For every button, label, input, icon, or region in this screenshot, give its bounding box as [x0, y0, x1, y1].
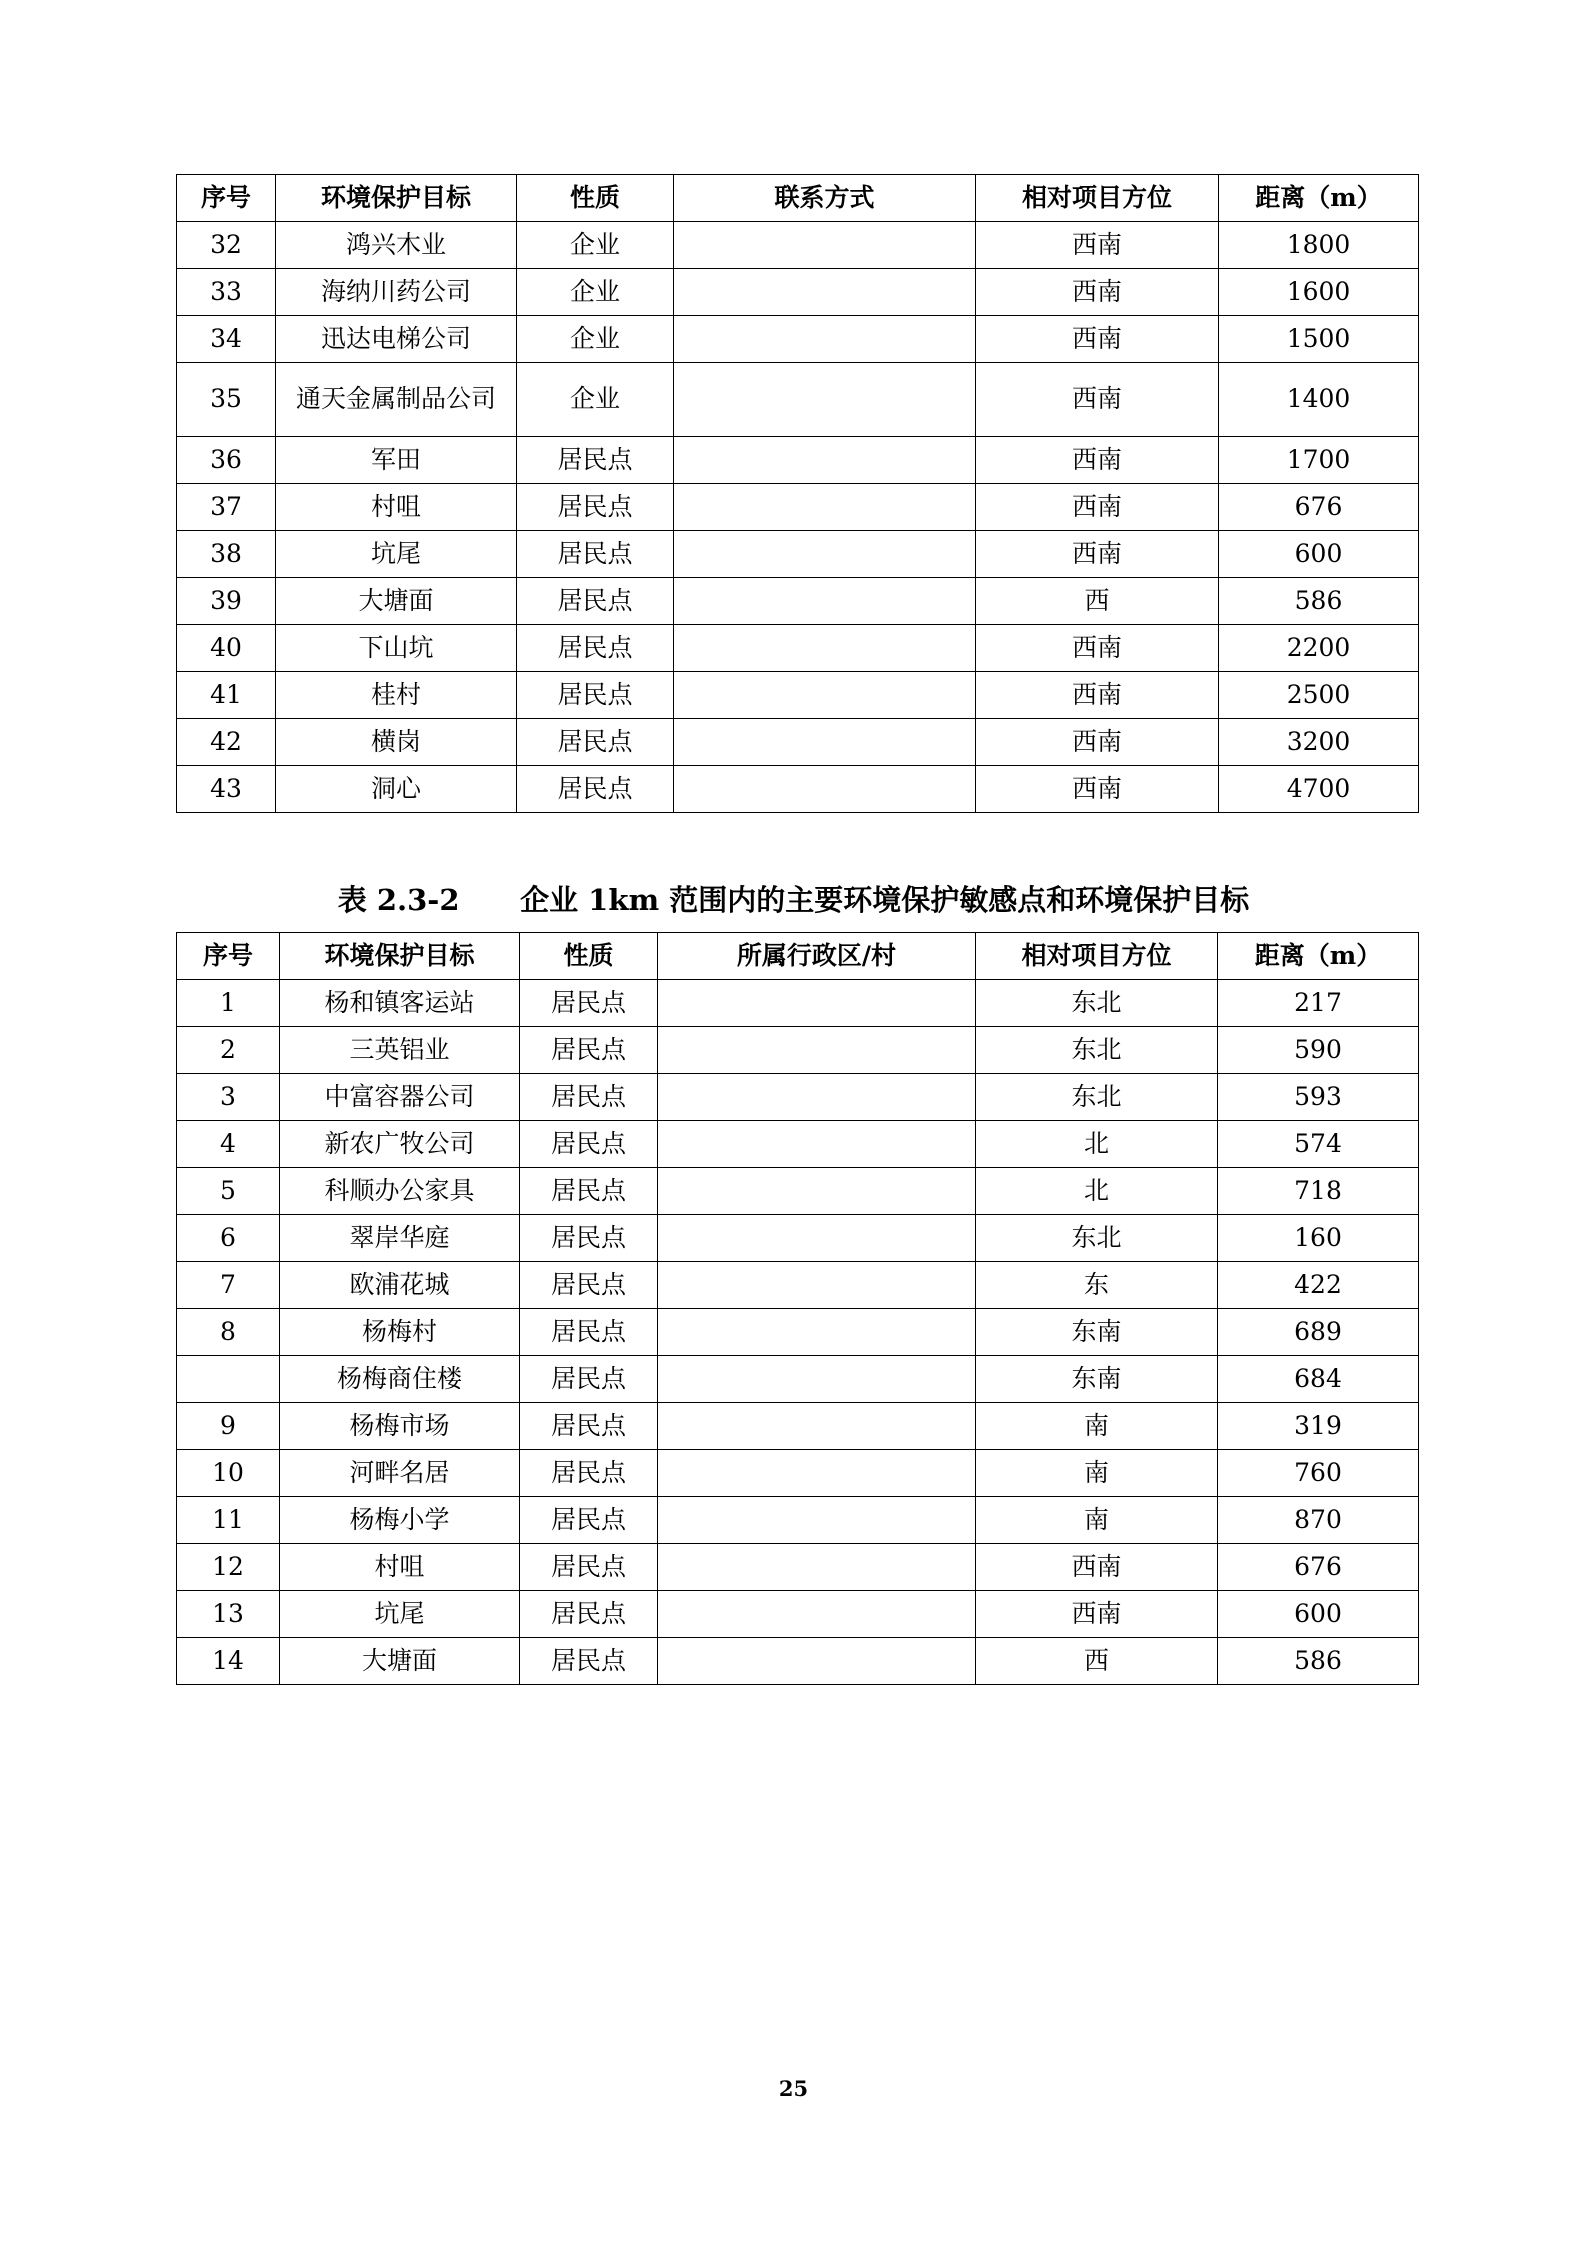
- cell-target: 新农广牧公司: [280, 1121, 520, 1168]
- cell-index: 11: [177, 1497, 280, 1544]
- cell-distance: 574: [1218, 1121, 1419, 1168]
- cell-direction: 西: [976, 578, 1219, 625]
- cell-nature: 居民点: [520, 1638, 658, 1685]
- cell-nature: 居民点: [520, 1262, 658, 1309]
- header-index: 序号: [177, 175, 276, 222]
- cell-index: 12: [177, 1544, 280, 1591]
- table-row: [177, 363, 1419, 437]
- cell-index: 39: [177, 578, 276, 625]
- table-row: [177, 437, 1419, 484]
- table-caption: 表 2.3-2 企业 1km 范围内的主要环境保护敏感点和环境保护目标: [337, 883, 1250, 917]
- cell-distance: 319: [1218, 1403, 1419, 1450]
- cell-extra: [674, 625, 976, 672]
- table-row: [177, 269, 1419, 316]
- table-row: [177, 1262, 1419, 1309]
- cell-direction: 西南: [976, 625, 1219, 672]
- cell-distance: 600: [1219, 531, 1419, 578]
- cell-extra: [658, 1638, 976, 1685]
- cell-target: 海纳川药公司: [276, 269, 517, 316]
- cell-direction: 西南: [976, 531, 1219, 578]
- cell-nature: 企业: [517, 316, 674, 363]
- header-nature: 性质: [520, 933, 658, 980]
- cell-target: 下山坑: [276, 625, 517, 672]
- cell-index: 40: [177, 625, 276, 672]
- cell-distance: 600: [1218, 1591, 1419, 1638]
- table-row: [177, 1356, 1419, 1403]
- header-distance: 距离（m）: [1219, 175, 1419, 222]
- cell-direction: 南: [976, 1403, 1218, 1450]
- cell-extra: [658, 1027, 976, 1074]
- cell-extra: [658, 1450, 976, 1497]
- cell-direction: 西南: [976, 269, 1219, 316]
- cell-distance: 586: [1218, 1638, 1419, 1685]
- cell-target: 村咀: [280, 1544, 520, 1591]
- cell-direction: 西南: [976, 1591, 1218, 1638]
- cell-extra: [674, 269, 976, 316]
- cell-nature: 居民点: [517, 672, 674, 719]
- cell-distance: 160: [1218, 1215, 1419, 1262]
- header-admin-area: 所属行政区/村: [658, 933, 976, 980]
- cell-index: 35: [177, 363, 276, 437]
- cell-extra: [658, 1403, 976, 1450]
- cell-target: 科顺办公家具: [280, 1168, 520, 1215]
- cell-target: 桂村: [276, 672, 517, 719]
- sensitive-points-table: [176, 932, 1419, 1685]
- cell-distance: 676: [1219, 484, 1419, 531]
- cell-distance: 1400: [1219, 363, 1419, 437]
- cell-index: 6: [177, 1215, 280, 1262]
- cell-target: 军田: [276, 437, 517, 484]
- cell-direction: 西南: [976, 719, 1219, 766]
- cell-distance: 590: [1218, 1027, 1419, 1074]
- table-row: [177, 316, 1419, 363]
- cell-direction: 北: [976, 1121, 1218, 1168]
- table-row: [177, 1121, 1419, 1168]
- cell-direction: 西南: [976, 672, 1219, 719]
- cell-distance: 2500: [1219, 672, 1419, 719]
- cell-index: 2: [177, 1027, 280, 1074]
- cell-nature: 居民点: [517, 766, 674, 813]
- cell-extra: [674, 672, 976, 719]
- cell-nature: 居民点: [520, 1215, 658, 1262]
- cell-target: 大塘面: [276, 578, 517, 625]
- cell-target: 三英铝业: [280, 1027, 520, 1074]
- table-row: [177, 980, 1419, 1027]
- cell-extra: [674, 316, 976, 363]
- cell-extra: [658, 980, 976, 1027]
- cell-direction: 东北: [976, 1027, 1218, 1074]
- cell-direction: 东南: [976, 1356, 1218, 1403]
- cell-extra: [674, 719, 976, 766]
- cell-index: 1: [177, 980, 280, 1027]
- table-row: [177, 531, 1419, 578]
- header-target: 环境保护目标: [276, 175, 517, 222]
- cell-distance: 1500: [1219, 316, 1419, 363]
- cell-extra: [658, 1497, 976, 1544]
- cell-index: 4: [177, 1121, 280, 1168]
- cell-index: 33: [177, 269, 276, 316]
- cell-nature: 居民点: [520, 1168, 658, 1215]
- cell-nature: 居民点: [517, 578, 674, 625]
- cell-index: 9: [177, 1403, 280, 1450]
- cell-extra: [674, 437, 976, 484]
- table-row: [177, 484, 1419, 531]
- cell-nature: 居民点: [520, 1544, 658, 1591]
- cell-index: 38: [177, 531, 276, 578]
- cell-extra: [658, 1309, 976, 1356]
- cell-nature: 居民点: [520, 1356, 658, 1403]
- cell-target: 大塘面: [280, 1638, 520, 1685]
- table-row: [177, 1309, 1419, 1356]
- cell-nature: 居民点: [517, 625, 674, 672]
- cell-target: 坑尾: [276, 531, 517, 578]
- cell-target: 中富容器公司: [280, 1074, 520, 1121]
- cell-nature: 居民点: [517, 719, 674, 766]
- cell-direction: 西南: [976, 363, 1219, 437]
- cell-extra: [658, 1215, 976, 1262]
- header-distance: 距离（m）: [1218, 933, 1419, 980]
- protection-targets-table-continued: [176, 174, 1419, 813]
- cell-nature: 居民点: [517, 531, 674, 578]
- cell-distance: 760: [1218, 1450, 1419, 1497]
- cell-target: 洞心: [276, 766, 517, 813]
- cell-extra: [658, 1121, 976, 1168]
- cell-nature: 居民点: [520, 1403, 658, 1450]
- cell-distance: 586: [1219, 578, 1419, 625]
- cell-index: 41: [177, 672, 276, 719]
- cell-index: 3: [177, 1074, 280, 1121]
- table-header-row: [177, 175, 1419, 222]
- cell-nature: 企业: [517, 363, 674, 437]
- table-row: [177, 1215, 1419, 1262]
- table-row: [177, 1074, 1419, 1121]
- cell-distance: 718: [1218, 1168, 1419, 1215]
- cell-extra: [674, 766, 976, 813]
- header-contact: 联系方式: [674, 175, 976, 222]
- cell-target: 迅达电梯公司: [276, 316, 517, 363]
- cell-distance: 1600: [1219, 269, 1419, 316]
- cell-direction: 北: [976, 1168, 1218, 1215]
- cell-direction: 西南: [976, 437, 1219, 484]
- cell-target: 坑尾: [280, 1591, 520, 1638]
- cell-distance: 684: [1218, 1356, 1419, 1403]
- cell-distance: 593: [1218, 1074, 1419, 1121]
- cell-index: 42: [177, 719, 276, 766]
- cell-target: 欧浦花城: [280, 1262, 520, 1309]
- cell-nature: 居民点: [517, 484, 674, 531]
- cell-nature: 居民点: [520, 1497, 658, 1544]
- cell-index: [177, 1356, 280, 1403]
- cell-distance: 676: [1218, 1544, 1419, 1591]
- cell-index: 37: [177, 484, 276, 531]
- cell-extra: [658, 1262, 976, 1309]
- cell-nature: 居民点: [520, 1309, 658, 1356]
- cell-direction: 西南: [976, 1544, 1218, 1591]
- cell-target: 横岗: [276, 719, 517, 766]
- cell-index: 36: [177, 437, 276, 484]
- cell-distance: 1800: [1219, 222, 1419, 269]
- cell-nature: 居民点: [517, 437, 674, 484]
- cell-direction: 东南: [976, 1309, 1218, 1356]
- cell-nature: 居民点: [520, 1121, 658, 1168]
- cell-target: 杨梅小学: [280, 1497, 520, 1544]
- cell-target: 杨梅商住楼: [280, 1356, 520, 1403]
- cell-direction: 东北: [976, 980, 1218, 1027]
- table-row: [177, 625, 1419, 672]
- cell-distance: 689: [1218, 1309, 1419, 1356]
- cell-index: 5: [177, 1168, 280, 1215]
- cell-direction: 西南: [976, 766, 1219, 813]
- cell-index: 7: [177, 1262, 280, 1309]
- cell-nature: 居民点: [520, 980, 658, 1027]
- cell-target: 通天金属制品公司: [276, 363, 517, 437]
- table-row: [177, 1591, 1419, 1638]
- cell-nature: 居民点: [520, 1450, 658, 1497]
- cell-distance: 1700: [1219, 437, 1419, 484]
- header-target: 环境保护目标: [280, 933, 520, 980]
- cell-distance: 422: [1218, 1262, 1419, 1309]
- table-row: [177, 1168, 1419, 1215]
- header-direction: 相对项目方位: [976, 933, 1218, 980]
- cell-index: 10: [177, 1450, 280, 1497]
- table-row: [177, 672, 1419, 719]
- cell-direction: 西: [976, 1638, 1218, 1685]
- table-row: [177, 1544, 1419, 1591]
- cell-nature: 居民点: [520, 1027, 658, 1074]
- cell-index: 43: [177, 766, 276, 813]
- table-row: [177, 719, 1419, 766]
- cell-distance: 3200: [1219, 719, 1419, 766]
- header-nature: 性质: [517, 175, 674, 222]
- table-row: [177, 766, 1419, 813]
- table-row: [177, 222, 1419, 269]
- cell-extra: [674, 222, 976, 269]
- cell-index: 34: [177, 316, 276, 363]
- cell-nature: 企业: [517, 269, 674, 316]
- cell-distance: 2200: [1219, 625, 1419, 672]
- cell-direction: 西南: [976, 222, 1219, 269]
- cell-extra: [658, 1356, 976, 1403]
- cell-target: 翠岸华庭: [280, 1215, 520, 1262]
- cell-direction: 东: [976, 1262, 1218, 1309]
- cell-target: 村咀: [276, 484, 517, 531]
- cell-index: 14: [177, 1638, 280, 1685]
- cell-extra: [658, 1168, 976, 1215]
- cell-extra: [674, 363, 976, 437]
- cell-index: 32: [177, 222, 276, 269]
- table-row: [177, 1638, 1419, 1685]
- table-row: [177, 578, 1419, 625]
- cell-nature: 居民点: [520, 1591, 658, 1638]
- cell-extra: [674, 578, 976, 625]
- header-index: 序号: [177, 933, 280, 980]
- table-row: [177, 1450, 1419, 1497]
- cell-distance: 4700: [1219, 766, 1419, 813]
- cell-direction: 西南: [976, 484, 1219, 531]
- cell-target: 杨梅市场: [280, 1403, 520, 1450]
- cell-extra: [658, 1591, 976, 1638]
- cell-extra: [658, 1544, 976, 1591]
- cell-distance: 870: [1218, 1497, 1419, 1544]
- cell-direction: 南: [976, 1497, 1218, 1544]
- cell-index: 13: [177, 1591, 280, 1638]
- page-number: 25: [778, 2076, 809, 2101]
- cell-direction: 东北: [976, 1074, 1218, 1121]
- cell-extra: [658, 1074, 976, 1121]
- cell-direction: 东北: [976, 1215, 1218, 1262]
- cell-target: 鸿兴木业: [276, 222, 517, 269]
- cell-direction: 西南: [976, 316, 1219, 363]
- header-direction: 相对项目方位: [976, 175, 1219, 222]
- table-header-row: [177, 933, 1419, 980]
- cell-nature: 企业: [517, 222, 674, 269]
- table-row: [177, 1497, 1419, 1544]
- cell-index: 8: [177, 1309, 280, 1356]
- table-row: [177, 1403, 1419, 1450]
- table-row: [177, 1027, 1419, 1074]
- cell-target: 杨梅村: [280, 1309, 520, 1356]
- cell-target: 杨和镇客运站: [280, 980, 520, 1027]
- cell-target: 河畔名居: [280, 1450, 520, 1497]
- cell-extra: [674, 531, 976, 578]
- cell-distance: 217: [1218, 980, 1419, 1027]
- cell-nature: 居民点: [520, 1074, 658, 1121]
- cell-extra: [674, 484, 976, 531]
- cell-direction: 南: [976, 1450, 1218, 1497]
